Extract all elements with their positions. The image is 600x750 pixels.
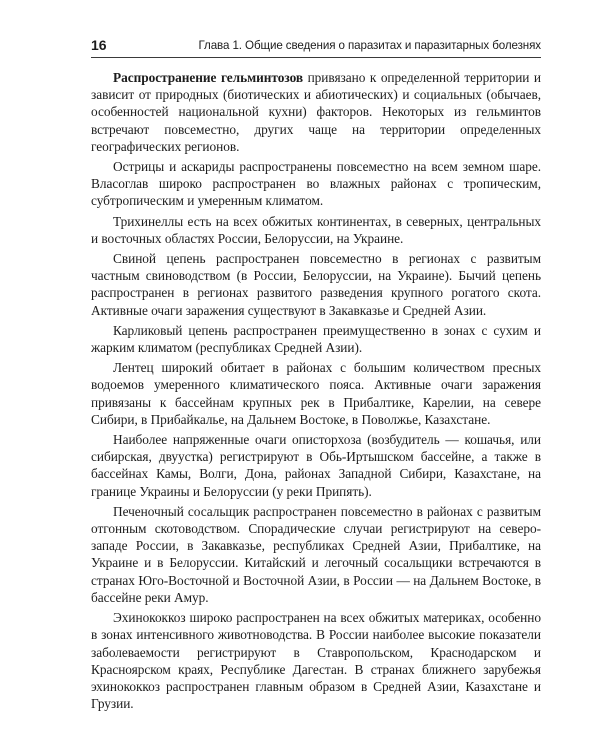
paragraph-liver-fluke: Печеночный сосальщик распространен повсеместно в районах с развитым отгонным скотоводством. Спорадические случаи регистрируют на северо-западе России, в Закавказье, республиках Средней Азии, Прибалтике, на Украине и в Белоруссии. Китайский и легочный сосальщики встречаются в странах Юго-Восточной и Восточной Азии, в России — на Дальнем Востоке, в бассейне реки Амур. bbox=[91, 503, 541, 605]
page-number: 16 bbox=[91, 37, 107, 53]
paragraph-opisthorchiasis: Наиболее напряженные очаги описторхоза (возбудитель — кошачья, или сибирская, двуустка) регистрируют в Обь-Иртышском бассейне, а также в бассейнах Камы, Волги, Дона, районах Западной Сибири, Казахстане, на границе Украины и Белоруссии (у реки Припять). bbox=[91, 432, 541, 499]
body-text bbox=[91, 69, 541, 715]
paragraph-tapeworms: Свиной цепень распространен повсеместно в регионах с развитым частным свиноводством (в России, Белоруссии, на Украине). Бычий цепень распространен в регионах развитого разведения крупного рогатого скота. Активные очаги заражения существуют в Закавказье и Средней Азии. bbox=[91, 251, 541, 318]
paragraph-lead bbox=[91, 69, 541, 155]
paragraph-echinococcosis: Эхинококкоз широко распространен на всех обжитых материках, особенно в зонах интенсивного животноводства. В России наиболее высокие показатели заболеваемости регистрируют в Ставропольском, Краснодарском и Красноярском краях, Республике Дагестан. В странах ближнего зарубежья эхинококкоз распространен главным образом в Средней Азии, Казахстане и Грузии. bbox=[91, 610, 541, 712]
paragraph-broad-tapeworm: Лентец широкий обитает в районах с большим количеством пресных водоемов умеренного климатического пояса. Активные очаги заражения привязаны к бассейнам крупных рек в Прибалтике, Карелии, на севере Сибири, в Прибайкалье, на Дальнем Востоке, в Поволжье, Казахстане. bbox=[91, 360, 541, 427]
paragraph-pinworms: Острицы и аскариды распространены повсеместно на всем земном шаре. Власоглав широко распространен во влажных районах с тропическим, субтропическим и умеренным климатом. bbox=[91, 159, 541, 209]
running-header bbox=[91, 37, 541, 58]
lead-text: привязано к определенной территории и зависит от природных (биотических и абиотических) и социальных (обычаев, особенностей национальной кухни) факторов. Некоторых из гельминтов встречают повсеместно, других чаще на территории определенных географических регионов. bbox=[91, 70, 541, 154]
paragraph-trichinella: Трихинеллы есть на всех обжитых континентах, в северных, центральных и восточных областях России, Белоруссии, на Украине. bbox=[91, 213, 541, 246]
paragraph-dwarf-tapeworm: Карликовый цепень распространен преимущественно в зонах с сухим и жарким климатом (республиках Средней Азии). bbox=[91, 322, 541, 356]
lead-term: Распространение гельминтозов bbox=[113, 70, 304, 85]
chapter-title: Глава 1. Общие сведения о паразитах и паразитарных болезнях bbox=[198, 39, 541, 52]
